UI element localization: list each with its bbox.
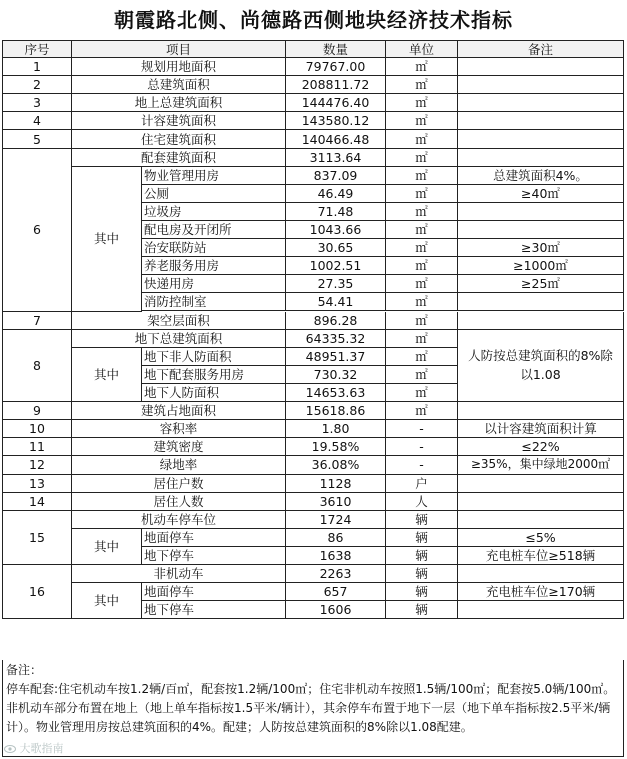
watermark-text: 大歌指南 <box>19 742 64 755</box>
row-note <box>458 58 624 76</box>
row-no: 11 <box>2 438 72 456</box>
row-qty: 3610 <box>286 493 386 511</box>
header-item: 项目 <box>72 40 286 58</box>
sub-item: 地面停车 <box>142 529 286 547</box>
sub-qty: 30.65 <box>286 239 386 257</box>
row-no: 8 <box>2 330 72 402</box>
sub-row <box>142 366 458 384</box>
row-no: 14 <box>2 493 72 511</box>
sub-item: 地面停车 <box>142 583 286 601</box>
row-qty: 143580.12 <box>286 112 386 130</box>
row-note <box>458 112 624 130</box>
row-unit: ㎡ <box>386 402 458 420</box>
sub-row <box>142 529 624 547</box>
row-unit: ㎡ <box>386 149 458 167</box>
row-note: 人防按总建筑面积的8%除以1.08 <box>458 330 624 402</box>
row-note <box>458 149 624 167</box>
sub-note: ≥25㎡ <box>458 275 624 293</box>
group-label-qizhong: 其中 <box>72 167 142 312</box>
table-row <box>2 94 624 112</box>
row-unit: ㎡ <box>386 130 458 148</box>
row-item: 居住户数 <box>72 475 286 493</box>
row-qty: 1.80 <box>286 420 386 438</box>
group-label-qizhong: 其中 <box>72 529 142 565</box>
row-qty: 19.58% <box>286 438 386 456</box>
row-unit: ㎡ <box>386 76 458 94</box>
header-no: 序号 <box>2 40 72 58</box>
sub-note <box>458 221 624 239</box>
watermark <box>4 740 64 756</box>
sub-note <box>458 203 624 221</box>
row-unit: - <box>386 420 458 438</box>
row-qty: 2263 <box>286 565 386 583</box>
sub-unit: ㎡ <box>386 167 458 185</box>
row-item: 机动车停车位 <box>72 511 286 529</box>
row-qty: 1724 <box>286 511 386 529</box>
row-no: 4 <box>2 112 72 130</box>
row-unit: 辆 <box>386 511 458 529</box>
row-item: 绿地率 <box>72 456 286 474</box>
sub-qty: 657 <box>286 583 386 601</box>
sub-unit: ㎡ <box>386 239 458 257</box>
sub-unit: 辆 <box>386 601 458 619</box>
sub-unit: 辆 <box>386 529 458 547</box>
indicator-table <box>2 40 624 619</box>
row-unit: 辆 <box>386 565 458 583</box>
sub-unit: 辆 <box>386 583 458 601</box>
header-unit: 单位 <box>386 40 458 58</box>
group-15 <box>2 511 624 565</box>
row-note <box>458 312 624 330</box>
row-item: 居住人数 <box>72 493 286 511</box>
table-row <box>2 112 624 130</box>
row-item: 非机动车 <box>72 565 286 583</box>
row-item: 建筑占地面积 <box>72 402 286 420</box>
sub-row <box>142 348 458 366</box>
sub-item: 物业管理用房 <box>142 167 286 185</box>
row-no: 15 <box>2 511 72 565</box>
row-item: 地上总建筑面积 <box>72 94 286 112</box>
sub-item: 配电房及开闭所 <box>142 221 286 239</box>
sub-row <box>142 293 624 311</box>
row-qty: 79767.00 <box>286 58 386 76</box>
row-note: ≤22% <box>458 438 624 456</box>
row-qty: 896.28 <box>286 312 386 330</box>
sub-item: 快递用房 <box>142 275 286 293</box>
row-no: 9 <box>2 402 72 420</box>
sub-row <box>142 257 624 275</box>
row-unit: 人 <box>386 493 458 511</box>
row-note <box>458 402 624 420</box>
notes-section <box>2 660 624 757</box>
group-6 <box>2 149 624 312</box>
row-note <box>458 76 624 94</box>
sub-item: 消防控制室 <box>142 293 286 311</box>
sub-item: 治安联防站 <box>142 239 286 257</box>
row-no: 1 <box>2 58 72 76</box>
table-row <box>2 402 624 420</box>
sub-note: ≥30㎡ <box>458 239 624 257</box>
row-note: 以计容建筑面积计算 <box>458 420 624 438</box>
group-8 <box>2 330 624 402</box>
sub-item: 公厕 <box>142 185 286 203</box>
table-header <box>2 40 624 58</box>
sub-row <box>142 601 624 619</box>
row-unit: - <box>386 438 458 456</box>
header-qty: 数量 <box>286 40 386 58</box>
sub-note: 充电桩车位≥518辆 <box>458 547 624 565</box>
row-note <box>458 94 624 112</box>
sub-row <box>142 185 624 203</box>
row-item: 规划用地面积 <box>72 58 286 76</box>
row-note <box>458 130 624 148</box>
sub-qty: 46.49 <box>286 185 386 203</box>
page-title: 朝霞路北侧、尚德路西侧地块经济技术指标 <box>114 8 513 32</box>
header-note: 备注 <box>458 40 624 58</box>
sub-qty: 48951.37 <box>286 348 386 366</box>
row-no: 2 <box>2 76 72 94</box>
sub-note: 充电桩车位≥170辆 <box>458 583 624 601</box>
sub-row <box>142 221 624 239</box>
sub-note: ≥40㎡ <box>458 185 624 203</box>
row-qty: 144476.40 <box>286 94 386 112</box>
sub-row <box>142 547 624 565</box>
sub-unit: ㎡ <box>386 203 458 221</box>
sub-unit: ㎡ <box>386 366 458 384</box>
group-16 <box>2 565 624 619</box>
sub-row <box>142 239 624 257</box>
sub-unit: ㎡ <box>386 275 458 293</box>
row-qty: 36.08% <box>286 456 386 474</box>
row-unit: 户 <box>386 475 458 493</box>
row-qty: 1128 <box>286 475 386 493</box>
sub-qty: 86 <box>286 529 386 547</box>
row-qty: 64335.32 <box>286 330 386 348</box>
sub-item: 地下人防面积 <box>142 384 286 402</box>
row-note <box>458 511 624 529</box>
row-item: 配套建筑面积 <box>72 149 286 167</box>
sub-unit: ㎡ <box>386 384 458 402</box>
sub-note: 总建筑面积4%。 <box>458 167 624 185</box>
sub-unit: ㎡ <box>386 257 458 275</box>
row-note <box>458 565 624 583</box>
sub-qty: 837.09 <box>286 167 386 185</box>
row-note <box>458 493 624 511</box>
group-label-qizhong: 其中 <box>72 348 142 402</box>
table-row <box>2 456 624 474</box>
sub-note <box>458 601 624 619</box>
sub-note: ≤5% <box>458 529 624 547</box>
sub-row <box>142 384 458 402</box>
sub-item: 地下停车 <box>142 601 286 619</box>
sub-qty: 1043.66 <box>286 221 386 239</box>
row-item: 总建筑面积 <box>72 76 286 94</box>
sub-note: ≥1000㎡ <box>458 257 624 275</box>
row-note: ≥35%，集中绿地2000㎡ <box>458 456 624 474</box>
row-unit: ㎡ <box>386 94 458 112</box>
row-unit: ㎡ <box>386 330 458 348</box>
sub-qty: 54.41 <box>286 293 386 311</box>
row-qty: 208811.72 <box>286 76 386 94</box>
table-row <box>2 130 624 148</box>
row-no: 3 <box>2 94 72 112</box>
sub-item: 地下停车 <box>142 547 286 565</box>
row-item: 容积率 <box>72 420 286 438</box>
table-row <box>2 312 624 330</box>
row-item: 住宅建筑面积 <box>72 130 286 148</box>
row-item: 计容建筑面积 <box>72 112 286 130</box>
sub-unit: ㎡ <box>386 348 458 366</box>
sub-item: 养老服务用房 <box>142 257 286 275</box>
sub-note <box>458 293 624 311</box>
sub-item: 地下非人防面积 <box>142 348 286 366</box>
row-no: 5 <box>2 130 72 148</box>
sub-qty: 1638 <box>286 547 386 565</box>
table-row <box>2 420 624 438</box>
table-row <box>2 475 624 493</box>
sub-unit: ㎡ <box>386 221 458 239</box>
row-qty: 15618.86 <box>286 402 386 420</box>
table-row <box>2 76 624 94</box>
sub-row <box>142 275 624 293</box>
sub-item: 垃圾房 <box>142 203 286 221</box>
sub-qty: 71.48 <box>286 203 386 221</box>
row-qty: 140466.48 <box>286 130 386 148</box>
row-qty: 3113.64 <box>286 149 386 167</box>
row-item: 建筑密度 <box>72 438 286 456</box>
row-unit: - <box>386 456 458 474</box>
row-unit: ㎡ <box>386 312 458 330</box>
sub-row <box>142 583 624 601</box>
sub-qty: 27.35 <box>286 275 386 293</box>
sub-qty: 730.32 <box>286 366 386 384</box>
table-row <box>2 438 624 456</box>
sub-qty: 14653.63 <box>286 384 386 402</box>
row-no: 16 <box>2 565 72 619</box>
row-no: 12 <box>2 456 72 474</box>
row-no: 10 <box>2 420 72 438</box>
sub-unit: 辆 <box>386 547 458 565</box>
sub-item: 地下配套服务用房 <box>142 366 286 384</box>
row-no: 7 <box>2 312 72 330</box>
sub-row <box>142 203 624 221</box>
row-note <box>458 475 624 493</box>
row-no: 13 <box>2 475 72 493</box>
sub-unit: ㎡ <box>386 293 458 311</box>
row-item: 地下总建筑面积 <box>72 330 286 348</box>
table-row <box>2 493 624 511</box>
group-label-qizhong: 其中 <box>72 583 142 619</box>
notes-heading: 备注： <box>6 663 43 677</box>
sub-unit: ㎡ <box>386 185 458 203</box>
row-item: 架空层面积 <box>72 312 286 330</box>
row-no: 6 <box>2 149 72 312</box>
row-unit: ㎡ <box>386 58 458 76</box>
sub-qty: 1002.51 <box>286 257 386 275</box>
row-unit: ㎡ <box>386 112 458 130</box>
sub-row <box>142 167 624 185</box>
table-row <box>2 58 624 76</box>
eye-logo-icon <box>4 742 20 755</box>
sub-qty: 1606 <box>286 601 386 619</box>
notes-body: 停车配套:住宅机动车按1.2辆/百㎡，配套按1.2辆/100㎡；住宅非机动车按照1.5辆/100㎡；配套按5.0辆/100㎡。非机动车部分布置在地上（地上单车指标按1.5平米/辆计），其余停车布置于地下一层（地下单车指标按2.5平米/辆计）。物业管理用房按总建筑面积的4%。配建；人防按总建筑面积的8%除以1.08配建。 <box>6 682 616 734</box>
